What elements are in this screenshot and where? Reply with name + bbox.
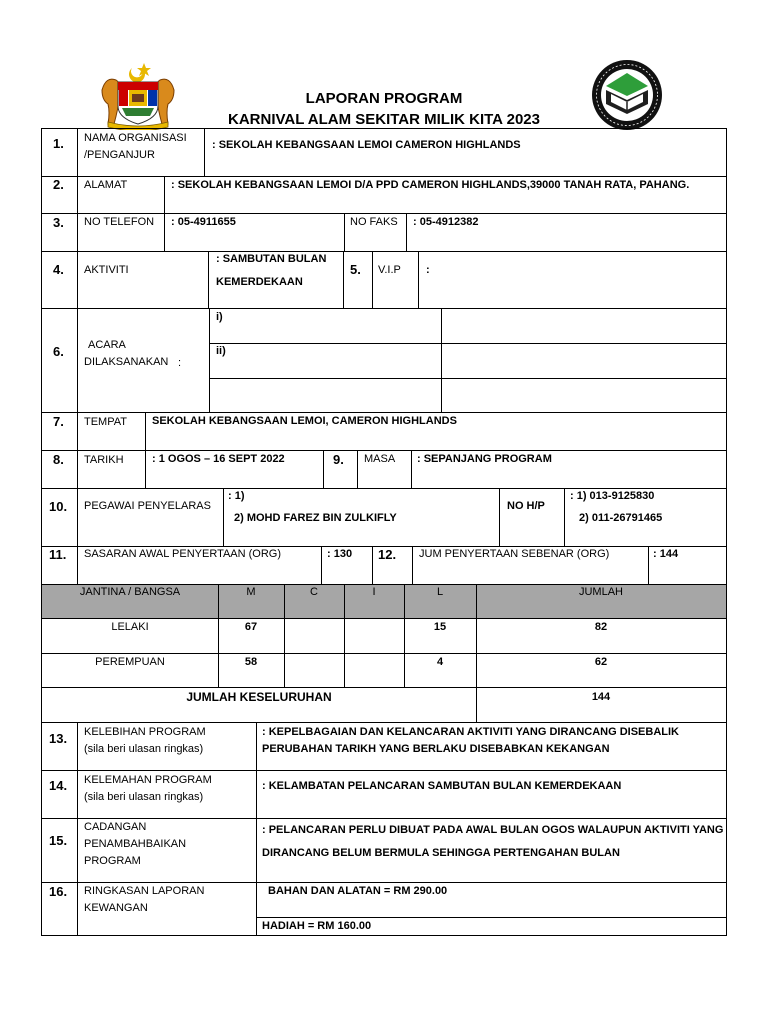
cell-divider: [372, 251, 373, 308]
actual-value: : 144: [653, 548, 679, 560]
fax-label: NO FAKS: [350, 216, 398, 228]
row-number: 4.: [53, 262, 64, 277]
target-value: : 130: [327, 548, 353, 560]
strengths-value-2: PERUBAHAN TARIKH YANG BERLAKU DISEBABKAN KEKANGAN: [262, 743, 610, 755]
table-col-divider: [344, 584, 345, 687]
organisation-label: NAMA ORGANISASI: [84, 132, 187, 144]
activity-value: : SAMBUTAN BULAN: [216, 253, 327, 265]
target-label: SASARAN AWAL PENYERTAAN (ORG): [84, 548, 282, 560]
row-number: 13.: [49, 731, 68, 746]
cell-divider: [499, 488, 500, 546]
table-col-divider: [218, 584, 219, 687]
table-col-divider: [404, 584, 405, 687]
strengths-value-1: : KEPELBAGAIAN DAN KELANCARAN AKTIVITI YANG DIRANCANG DISEBALIK: [262, 726, 679, 738]
grand-total-label: JUMLAH KESELURUHAN: [186, 690, 332, 704]
venue-value: SEKOLAH KEBANGSAAN LEMOI, CAMERON HIGHLANDS: [152, 415, 457, 427]
phone-value: : 05-4911655: [171, 216, 236, 228]
table-cell-female-m: 58: [244, 656, 258, 668]
cell-divider: [209, 308, 210, 412]
report-form-frame: [41, 128, 727, 936]
table-cell-male-m: 67: [244, 621, 258, 633]
actual-label: JUM PENYERTAAN SEBENAR (ORG): [419, 548, 610, 560]
school-crest-logo: [590, 58, 664, 132]
weaknesses-label: KELEMAHAN PROGRAM: [84, 774, 212, 786]
row-divider: [41, 653, 727, 654]
suggestions-value-2: DIRANCANG BELUM BERMULA SEHINGGA PERTENGAHAN BULAN: [262, 847, 620, 859]
row-divider: [41, 770, 727, 771]
suggestions-label: CADANGAN: [84, 821, 147, 833]
row-number: 7.: [53, 414, 64, 429]
row-number: 6.: [53, 344, 64, 359]
table-header-c: C: [310, 586, 318, 598]
cell-divider: [164, 176, 165, 213]
row-divider: [41, 308, 727, 309]
table-row-label-male: LELAKI: [111, 621, 149, 633]
hp-label: NO H/P: [507, 500, 545, 512]
cell-divider: [344, 213, 345, 251]
cell-divider: [323, 450, 324, 488]
weaknesses-value: : KELAMBATAN PELANCARAN SAMBUTAN BULAN KEMERDEKAAN: [262, 780, 622, 792]
activity-value-2: KEMERDEKAAN: [216, 276, 303, 288]
strengths-hint: (sila beri ulasan ringkas): [84, 743, 204, 755]
row-number: 11.: [49, 547, 67, 562]
financial-label: RINGKASAN LAPORAN: [84, 885, 205, 897]
coordinator-value-1: : 1): [228, 490, 245, 502]
address-label: ALAMAT: [84, 179, 128, 191]
organisation-value: : SEKOLAH KEBANGSAAN LEMOI CAMERON HIGHLANDS: [212, 139, 521, 151]
table-col-divider: [284, 584, 285, 687]
fax-value: : 05-4912382: [413, 216, 479, 228]
cell-divider: [406, 213, 407, 251]
row-number: 2.: [53, 177, 64, 192]
event-item-1: i): [216, 311, 223, 323]
cell-divider: [256, 722, 257, 936]
activity-label: AKTIVITI: [84, 264, 129, 276]
grand-total-value: 144: [591, 691, 611, 703]
table-header-m: M: [246, 586, 256, 598]
report-title-line1: LAPORAN PROGRAM: [305, 90, 463, 107]
cell-divider: [321, 546, 322, 584]
cell-divider: [441, 308, 442, 412]
cell-divider: [145, 412, 146, 450]
row-number: 10.: [49, 499, 68, 514]
financial-prizes-value: HADIAH = RM 160.00: [262, 920, 372, 932]
row-number: 16.: [49, 884, 68, 899]
cell-divider: [411, 450, 412, 488]
weaknesses-hint: (sila beri ulasan ringkas): [84, 791, 204, 803]
suggestions-label-3: PROGRAM: [84, 855, 141, 867]
strengths-label: KELEBIHAN PROGRAM: [84, 726, 206, 738]
row-divider: [41, 618, 727, 619]
cell-divider: [209, 343, 727, 344]
table-header-l: L: [436, 586, 444, 598]
cell-divider: [564, 488, 565, 546]
cell-divider: [412, 546, 413, 584]
row-divider: [41, 722, 727, 723]
table-cell-female-l: 4: [436, 656, 444, 668]
time-label: MASA: [364, 453, 396, 465]
number-column-divider-lower: [77, 722, 78, 936]
cell-divider: [648, 546, 649, 584]
table-cell-male-l: 15: [433, 621, 447, 633]
row-number: 3.: [53, 215, 64, 230]
suggestions-value-1: : PELANCARAN PERLU DIBUAT PADA AWAL BULAN OGOS WALAUPUN AKTIVITI YANG: [262, 824, 724, 836]
cell-divider: [145, 450, 146, 488]
events-label-2: DILAKSANAKAN: [84, 356, 169, 368]
venue-label: TEMPAT: [84, 416, 127, 428]
cell-divider: [209, 378, 727, 379]
table-cell-male-total: 82: [594, 621, 608, 633]
coordinator-label: PEGAWAI PENYELARAS: [84, 500, 211, 512]
events-label: ACARA: [88, 339, 126, 351]
table-header-i: I: [372, 586, 376, 598]
vip-value: :: [426, 264, 430, 276]
cell-divider: [357, 450, 358, 488]
row-number: 15.: [49, 833, 68, 848]
table-header-gender: JANTINA / BANGSA: [79, 586, 181, 598]
event-item-2: ii): [216, 345, 226, 357]
date-value: : 1 OGOS – 16 SEPT 2022: [152, 453, 285, 465]
number-column-divider: [77, 128, 78, 586]
cell-divider: [418, 251, 419, 308]
row-number: 12.: [378, 547, 397, 562]
cell-divider: [208, 251, 209, 308]
time-value: : SEPANJANG PROGRAM: [417, 453, 552, 465]
cell-divider: [372, 546, 373, 584]
row-number: 5.: [350, 262, 361, 277]
suggestions-label-2: PENAMBAHBAIKAN: [84, 838, 187, 850]
cell-divider: [164, 213, 165, 251]
row-divider: [41, 251, 727, 252]
hp-value-1: : 1) 013-9125830: [570, 490, 655, 502]
report-title-line2: KARNIVAL ALAM SEKITAR MILIK KITA 2023: [228, 111, 540, 128]
row-divider: [41, 687, 727, 688]
events-colon: :: [178, 357, 182, 369]
financial-materials-value: BAHAN DAN ALATAN = RM 290.00: [268, 885, 448, 897]
organisation-label-2: /PENGANJUR: [84, 149, 155, 161]
row-number: 1.: [53, 136, 64, 151]
row-number: 14.: [49, 778, 68, 793]
table-header-jumlah: JUMLAH: [578, 586, 623, 598]
row-number: 9.: [333, 452, 344, 467]
vip-label: V.I.P: [378, 264, 401, 276]
financial-label-2: KEWANGAN: [84, 902, 148, 914]
table-cell-female-total: 62: [594, 656, 608, 668]
date-label: TARIKH: [84, 454, 124, 466]
cell-divider: [223, 488, 224, 546]
row-number: 8.: [53, 452, 64, 467]
phone-label: NO TELEFON: [84, 216, 155, 228]
table-row-label-female: PEREMPUAN: [95, 656, 165, 668]
cell-divider: [343, 251, 344, 308]
address-value: : SEKOLAH KEBANGSAAN LEMOI D/A PPD CAMERON HIGHLANDS,39000 TANAH RATA, PAHANG.: [171, 179, 690, 191]
cell-divider: [204, 128, 205, 176]
hp-value-2: 2) 011-26791465: [579, 512, 663, 524]
coordinator-value-2: 2) MOHD FAREZ BIN ZULKIFLY: [234, 512, 397, 524]
